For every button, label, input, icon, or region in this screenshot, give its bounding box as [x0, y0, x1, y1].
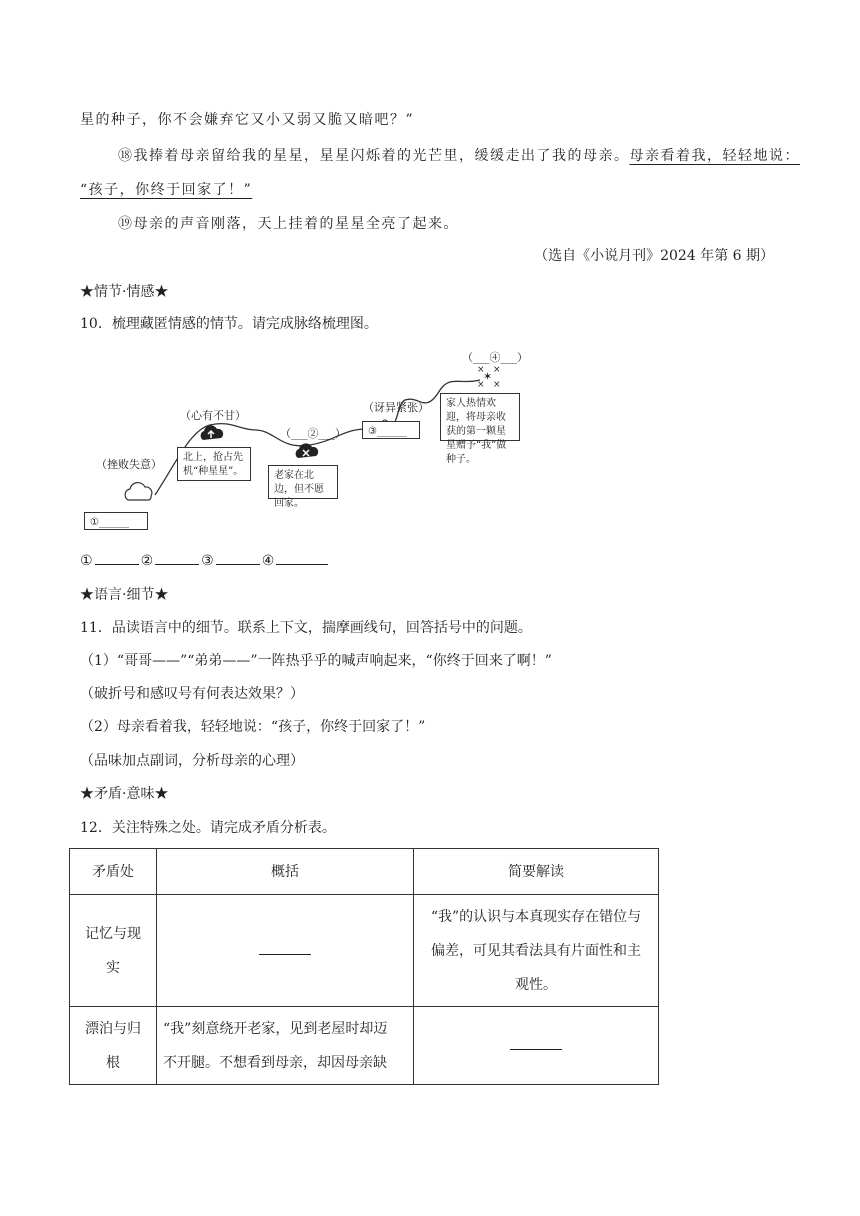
question-10: 10．梳理藏匿情感的情节。请完成脉络梳理图。 [80, 316, 378, 332]
answer-marker-2: ② [140, 553, 154, 569]
diagram-label-5: （___④___） [462, 351, 528, 364]
paragraph-18-underlined: 母亲看着我，轻轻地说： [629, 148, 800, 164]
section-heading-language: ★语言·细节★ [80, 587, 169, 603]
answer-marker-1: ① [80, 553, 93, 569]
question-11-1-hint: （破折号和感叹号有何表达效果？） [80, 686, 304, 702]
svg-text:×: × [477, 380, 485, 389]
cell-line: 观性。 [515, 976, 557, 993]
cell-line: 偏差，可见其看法具有片面性和主 [431, 942, 641, 959]
diagram-box-1: ①______ [84, 512, 148, 530]
question-11-2-hint: （品味加点副词，分析母亲的心理） [80, 753, 304, 769]
diagram-label-2: （心有不甘） [180, 409, 246, 422]
diagram-box-2: 北上，抢占先机“种星星”。 [177, 447, 251, 481]
cell-line: “我”的认识与本真现实存在错位与 [430, 908, 642, 925]
cloud-x-icon [292, 441, 320, 461]
cell-line: 记忆与现 [85, 925, 141, 942]
cell-line: 不开腿。不想看到母亲，却因母亲缺 [163, 1054, 387, 1071]
paragraph-18-text: ⑱我捧着母亲留给我的星星，星星闪烁着的光芒里，缓缓走出了我的母亲。 [118, 148, 630, 164]
paragraph-18 [118, 146, 800, 166]
q10-answer-line [80, 551, 330, 571]
table-header: 简要解读 [414, 849, 659, 895]
diagram-box-5: 家人热情欢迎，将母亲收获的第一颗星星赠予“我”做种子。 [440, 393, 520, 441]
plot-flow-diagram [80, 345, 528, 540]
table-cell [70, 895, 157, 1007]
cloud-icon [120, 480, 158, 504]
table-cell-blank[interactable] [414, 1007, 659, 1085]
diagram-label-3: （___②___） [280, 427, 346, 440]
table-cell-blank[interactable] [157, 895, 414, 1007]
cell-line: 漂泊与归 [85, 1020, 141, 1037]
table-row [70, 895, 659, 1007]
table-header: 矛盾处 [70, 849, 157, 895]
table-cell [414, 895, 659, 1007]
section-heading-contradiction: ★矛盾·意味★ [80, 786, 169, 802]
cell-line: 实 [106, 959, 120, 976]
diagram-box-3: 老家在北边，但不愿回家。 [268, 465, 338, 499]
question-11-2: （2）母亲看着我，轻轻地说：“孩子，你终于回家了！” [80, 719, 426, 735]
passage-line-1: 星的种子，你不会嫌弃它又小又弱又脆又暗吧？” [80, 112, 415, 128]
question-11-1: （1）“哥哥——”“弟弟——”一阵热乎乎的喊声响起来，“你终于回来了啊！” [80, 653, 552, 669]
table-cell [157, 1007, 414, 1085]
table-row [70, 1007, 659, 1085]
svg-text:×: × [493, 365, 501, 375]
diagram-box-4: ③______ [362, 421, 420, 439]
stars-icon [475, 363, 505, 389]
diagram-label-1: （挫败失意） [96, 458, 162, 471]
contradiction-table [69, 848, 659, 1085]
answer-marker-4: ④ [261, 553, 275, 569]
answer-marker-3: ③ [201, 553, 214, 569]
section-heading-plot: ★情节·情感★ [80, 284, 169, 300]
paragraph-19: ⑲母亲的声音刚落，天上挂着的星星全亮了起来。 [118, 216, 459, 232]
cell-line: “我”刻意绕开老家，见到老屋时却迈 [163, 1020, 388, 1037]
svg-text:×: × [477, 365, 485, 375]
passage-source: （选自《小说月刊》2024 年第 6 期） [534, 248, 774, 264]
svg-text:×: × [493, 380, 501, 389]
diagram-label-4: （讶异紧张） [363, 401, 429, 414]
svg-text:✶: ✶ [483, 370, 493, 383]
upload-cloud-icon [197, 423, 225, 443]
table-cell [70, 1007, 157, 1085]
question-11: 11．品读语言中的细节。联系上下文，揣摩画线句，回答括号中的问题。 [80, 620, 532, 636]
question-12: 12．关注特殊之处。请完成矛盾分析表。 [80, 820, 336, 836]
paragraph-18-quote: “孩子，你终于回家了！” [80, 182, 253, 198]
table-header: 概括 [157, 849, 414, 895]
cell-line: 根 [106, 1054, 120, 1071]
